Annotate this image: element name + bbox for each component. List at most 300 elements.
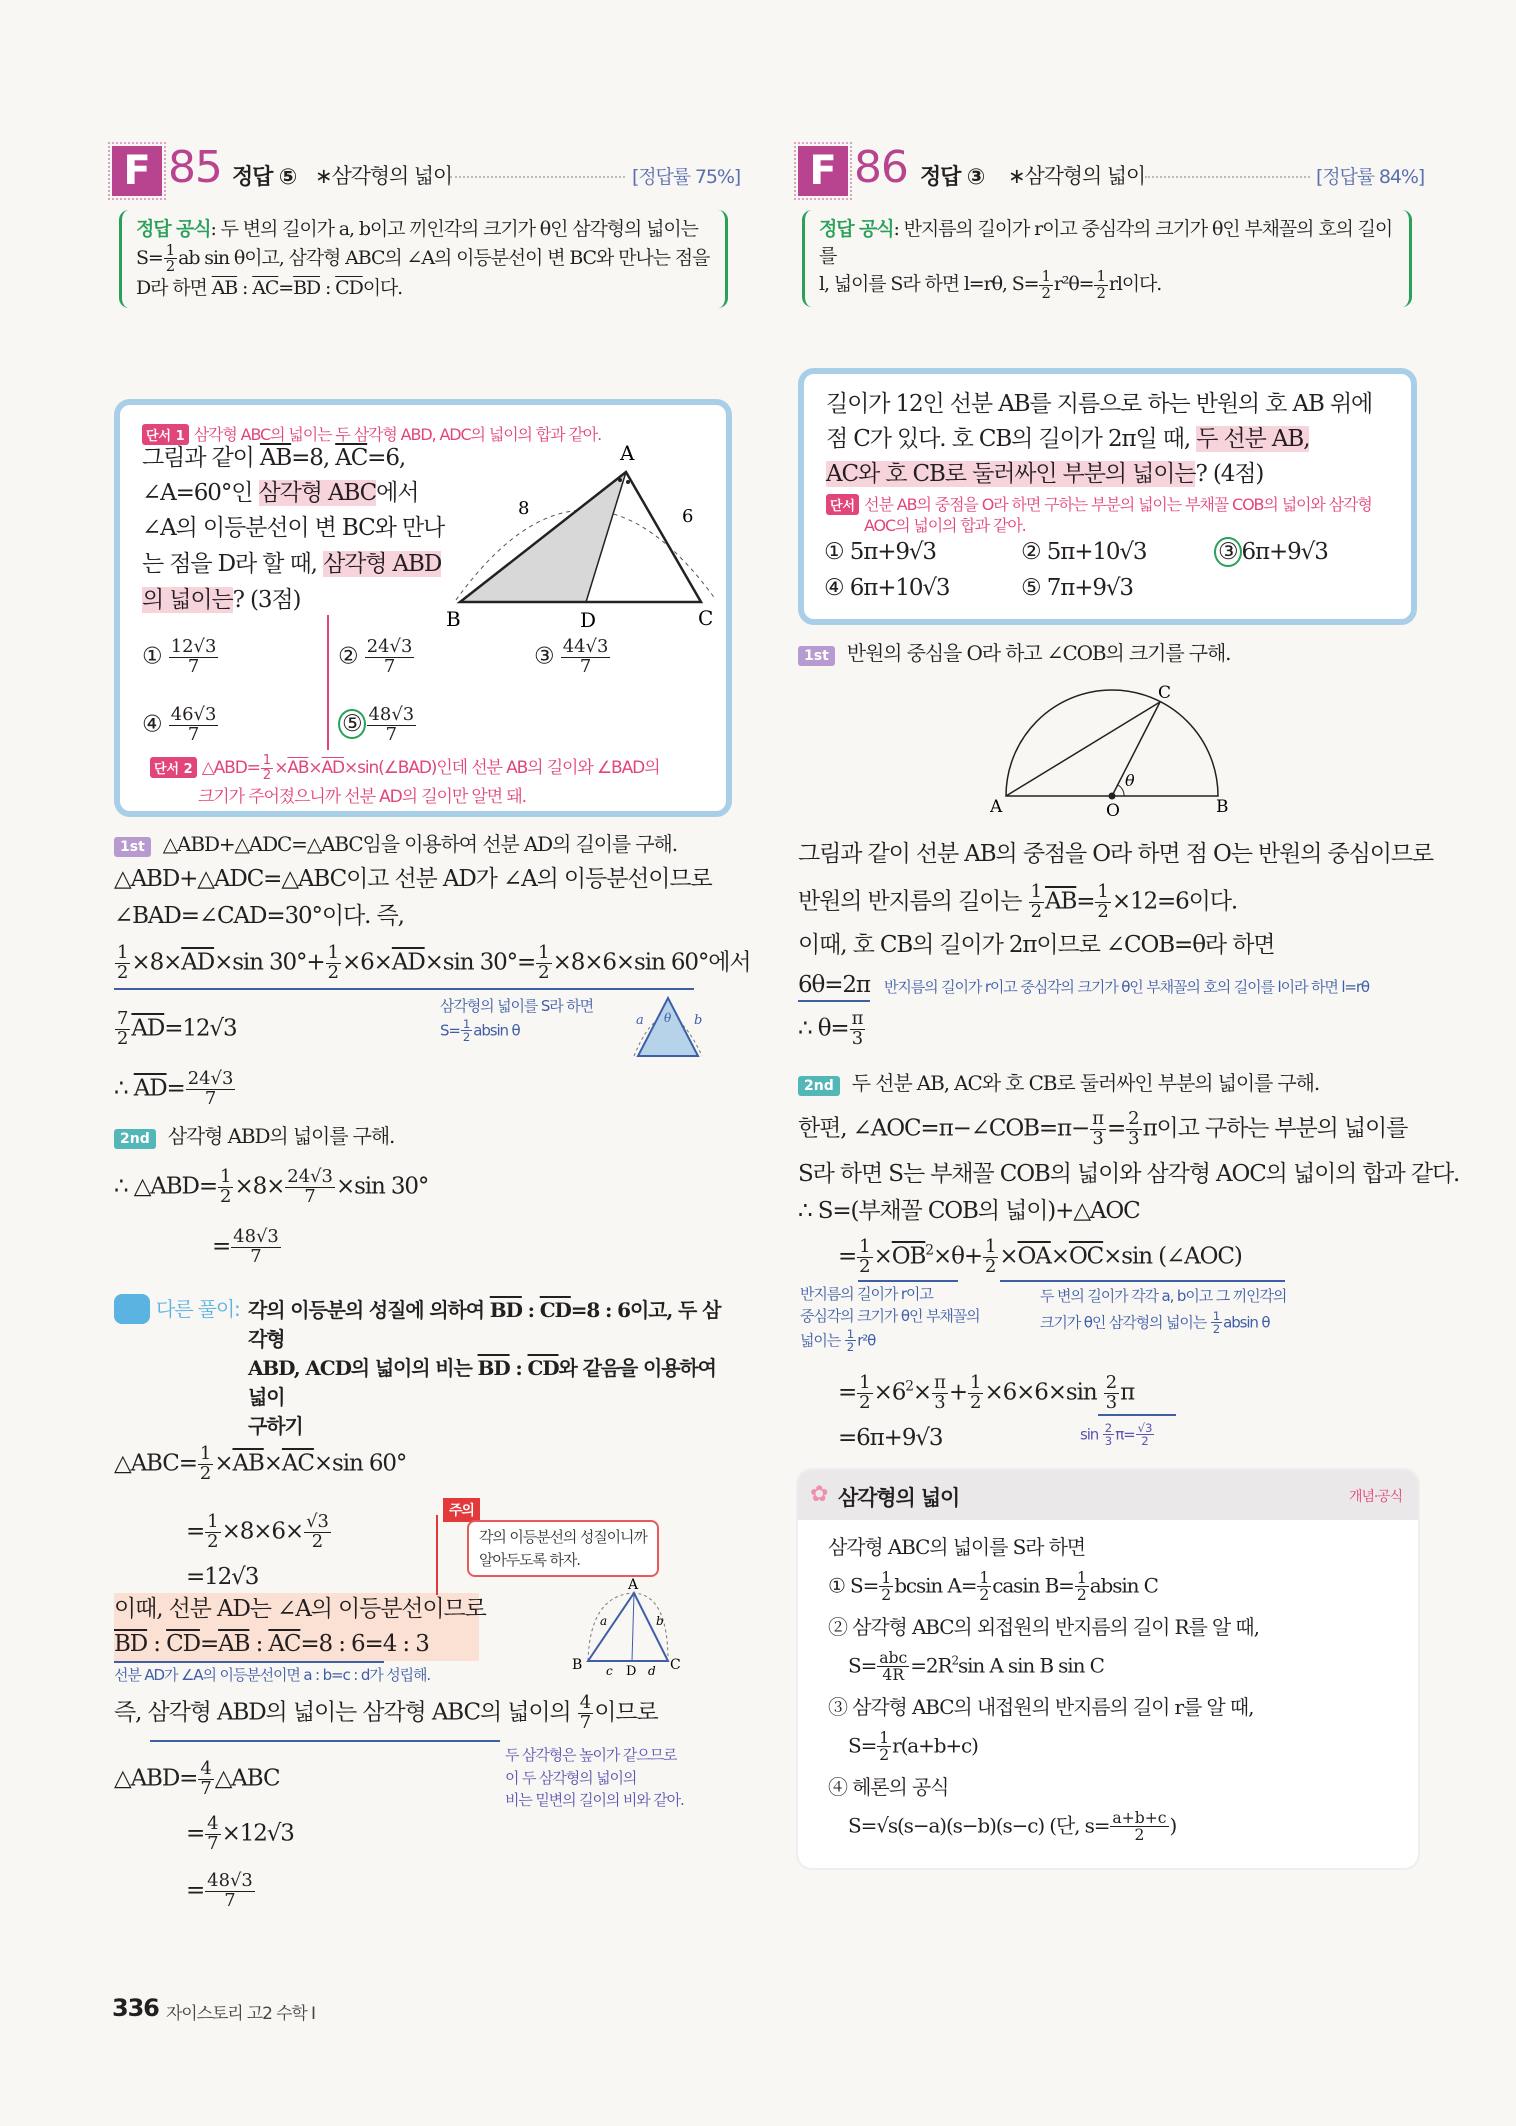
text-run: ×θ+: [932, 1243, 982, 1270]
solution-line: [212, 1228, 282, 1267]
choice-4[interactable]: [824, 576, 949, 601]
text-run: =: [838, 1243, 857, 1270]
denominator: 3: [1092, 1127, 1104, 1149]
step-1-heading: [114, 833, 677, 857]
text-run: ×: [873, 1243, 892, 1270]
page-number: 336: [112, 1994, 159, 2022]
text-run: ×: [999, 1243, 1018, 1270]
fraction: [115, 944, 130, 983]
fraction: [218, 1168, 233, 1207]
clue: [826, 494, 1372, 537]
step-text: 두 선분 AB, AC와 호 CB로 둘러싸인 부분의 넓이를 구해.: [851, 1071, 1320, 1095]
step-2-heading: [798, 1072, 1319, 1096]
numerator: 1: [879, 1729, 890, 1747]
bisector-triangle-diagram: [570, 1575, 690, 1675]
text-run: 넓이는: [800, 1330, 844, 1349]
text-run: : 두 변의 길이가 a, b이고 끼인각의 크기가 θ인 삼각형의 넓이는: [210, 218, 698, 240]
answer-formula-box: [119, 210, 728, 308]
text-run: ×: [263, 1450, 282, 1477]
denominator: 2: [1030, 900, 1042, 922]
numerator: 1: [979, 1569, 990, 1587]
clue-tag: 단서 2: [150, 757, 197, 778]
fraction: [1075, 1570, 1089, 1604]
text-run: :: [147, 1631, 167, 1657]
overlined-segment: $\overline{OC}$: [1068, 1243, 1104, 1270]
denominator: 7: [224, 1889, 236, 1911]
numerator: 44√3: [562, 636, 609, 657]
text-run: absin C: [1089, 1573, 1158, 1598]
fraction: [205, 1815, 220, 1854]
text-run: ×sin 30°=: [424, 949, 536, 976]
clue-tag: 단서 1: [142, 424, 189, 445]
numerator: 2: [1104, 1421, 1113, 1435]
text-run: ×sin(∠BAD)인데 선분 AB의 길이와 ∠BAD의: [344, 758, 660, 778]
choice-3-correct[interactable]: [1214, 540, 1328, 565]
text-run: ② 5π+10√3: [1021, 539, 1147, 565]
choice-1[interactable]: [142, 638, 219, 677]
fraction: [932, 1374, 948, 1413]
text-run: 길이가 12인 선분 AB를 지름으로 하는 반원의 호 AB 위에: [826, 391, 1373, 417]
math-text: [800, 1328, 979, 1354]
highlighted-text: 삼각형 ABC: [258, 480, 377, 506]
math-text: [248, 1412, 736, 1441]
overlined-segment: $\overline{AD}$: [181, 949, 215, 976]
text-run: ④ 6π+10√3: [824, 575, 950, 601]
text-run: ABD, ACD의 넓이의 비는: [248, 1356, 478, 1380]
text-run: absin θ: [473, 1020, 520, 1039]
text-run: r²θ=: [1053, 273, 1094, 296]
clue-tag: 단서: [826, 494, 859, 515]
solution-line: [838, 1374, 1134, 1413]
correct-answer-circle: ③: [1214, 537, 1242, 567]
numerator: 1: [327, 942, 339, 963]
fraction: [115, 1010, 130, 1049]
numerator: π: [934, 1372, 946, 1393]
denominator: 2: [262, 767, 272, 783]
text-run: rl이다.: [1108, 273, 1162, 296]
overlined-segment: $\overline{AD}$: [391, 949, 425, 976]
text-run: 즉, 삼각형 ABD의 넓이는 삼각형 ABC의 넓이의: [114, 1699, 577, 1726]
overlined-segment: $\overline{BD}$: [114, 1631, 148, 1657]
text-run: =: [838, 1379, 857, 1406]
concept-line: [848, 1650, 1104, 1684]
concept-line: [828, 1696, 1253, 1718]
fraction: [326, 944, 341, 983]
text-run: ④ 헤론의 공식: [828, 1775, 949, 1799]
text-run: 각의 이등분의 성질에 의하여: [248, 1298, 490, 1322]
text-run: ∴ S=(부채꼴 COB의 넓이)+△AOC: [798, 1198, 1140, 1224]
solution-line: [838, 1426, 942, 1451]
text-run: ×: [1050, 1243, 1069, 1270]
math-text: [1040, 1284, 1286, 1310]
text-run: ×sin 30°: [335, 1173, 429, 1200]
denominator: 2: [1097, 900, 1109, 922]
fraction: [1039, 269, 1052, 301]
overlined-segment: $\overline{CD}$: [539, 1298, 571, 1322]
svg-text:c: c: [606, 1664, 612, 1675]
numerator: 1: [199, 1443, 212, 1464]
highlighted-text: AC와 호 CB로 둘러싸인 부분의 넓이는: [826, 461, 1196, 487]
text-run: 는 점을 D라 할 때,: [142, 551, 324, 577]
numerator: 2: [1105, 1372, 1118, 1393]
concept-line: [828, 1776, 948, 1798]
denominator: 3: [851, 1027, 864, 1049]
choice-2[interactable]: [1021, 540, 1146, 565]
solution-line: [798, 933, 1274, 958]
text-run: ×6: [873, 1379, 906, 1406]
triangle-area-note: [1040, 1284, 1286, 1335]
fraction: [1095, 883, 1110, 922]
solution-line: [114, 867, 712, 892]
concept-line: [848, 1730, 978, 1764]
step-badge: 1st: [798, 646, 835, 666]
denominator: 7: [250, 1245, 262, 1267]
fraction: [304, 1513, 331, 1552]
superscript: 2: [905, 1378, 913, 1395]
solution-line: [114, 1445, 406, 1484]
solution-line: [798, 1110, 1407, 1149]
choice-4[interactable]: [142, 706, 219, 745]
text-run: ②: [338, 643, 364, 670]
math-text: [198, 782, 659, 807]
numerator: 2: [1128, 1108, 1140, 1129]
denominator: 7: [304, 1185, 316, 1207]
overlined-segment: $\overline{BD}$: [293, 276, 321, 299]
numerator: π: [851, 1008, 864, 1029]
step-badge: 2nd: [114, 1129, 156, 1149]
fraction: [857, 1374, 872, 1413]
problem-line: [826, 427, 1309, 452]
text-run: sin A sin B sin C: [957, 1653, 1104, 1678]
concept-line: [828, 1536, 1085, 1558]
text-run: =6,: [367, 445, 406, 471]
text-run: ×6×: [342, 949, 392, 976]
sin-value-note: [1080, 1422, 1155, 1448]
text-run: =: [1106, 1115, 1126, 1142]
text-run: 반원의 반지름의 길이는: [798, 888, 1028, 915]
dotted-divider: [1145, 176, 1310, 178]
denominator: 2: [1212, 1321, 1221, 1336]
text-run: 점 C가 있다. 호 CB의 길이가 2π일 때,: [826, 426, 1197, 452]
problem-line: [142, 446, 405, 471]
concept-header: [798, 1470, 1418, 1520]
dotted-divider: [450, 176, 625, 178]
text-run: D라 하면: [136, 276, 212, 299]
denominator: 7: [187, 655, 200, 677]
clue-text: 선분 AB의 중점을 O라 하면 구하는 부분의 넓이는 부채꼴 COB의 넓이와 삼각형: [864, 495, 1372, 514]
overlined-segment: $\overline{BD}$: [489, 1298, 522, 1322]
overlined-segment: $\overline{AB}$: [259, 445, 292, 471]
math-text: [440, 995, 593, 1018]
numerator: 1: [262, 752, 272, 768]
numerator: 1: [117, 942, 129, 963]
text-run: =: [199, 1631, 219, 1657]
fraction: [261, 754, 273, 783]
numerator: 1: [859, 1372, 871, 1393]
overlined-segment: $\overline{AB}$: [211, 276, 238, 299]
overlined-segment: $\overline{AB}$: [1044, 888, 1077, 915]
denominator: 2: [538, 961, 550, 983]
text-run: 중심각의 크기가 θ인 부채꼴의: [800, 1306, 980, 1325]
fraction: [536, 944, 551, 983]
overlined-segment: $\overline{AB}$: [218, 1631, 250, 1657]
clue-text: 삼각형 ABC의 넓이는 두 삼각형 ABD, ADC의 넓이의 합과 같아.: [193, 425, 602, 444]
formula-label: 정답 공식: [136, 218, 211, 240]
overlined-segment: $\overline{CD}$: [166, 1631, 200, 1657]
math-text: [136, 243, 711, 275]
denominator: 2: [859, 1391, 871, 1413]
bisector-note: 선분 AD가 ∠A의 이등분선이면 a : b=c : d가 성립해.: [114, 1666, 431, 1684]
numerator: 24√3: [287, 1166, 333, 1187]
text-run: 6θ=2π: [798, 972, 870, 998]
fraction: [198, 1445, 213, 1484]
denominator: 2: [846, 1339, 855, 1354]
text-run: ×: [308, 758, 322, 778]
text-run: absin θ: [1223, 1312, 1270, 1331]
fraction: [198, 1760, 213, 1799]
solution-line: [798, 842, 1433, 867]
text-run: ? (3점): [232, 587, 301, 613]
denominator: 7: [383, 655, 396, 677]
solution-line: [798, 973, 870, 998]
text-run: ③ 삼각형 ABC의 내접원의 반지름의 길이 r를 알 때,: [828, 1695, 1254, 1719]
book-title: 자이스토리 고2 수학 I: [166, 2004, 315, 2024]
text-run: ③: [534, 643, 560, 670]
section-letter-badge: F: [112, 146, 162, 196]
clue-text: AOC의 넓이의 합과 같아.: [864, 515, 1026, 535]
denominator: 3: [1128, 1127, 1140, 1149]
numerator: 1: [1097, 881, 1109, 902]
numerator: 1: [881, 1569, 892, 1587]
text-run: =2R: [910, 1653, 952, 1678]
choice-5[interactable]: [1021, 576, 1133, 601]
solution-line: [798, 1162, 1459, 1187]
svg-text:B: B: [1216, 797, 1228, 817]
numerator: 12√3: [170, 636, 217, 657]
text-run: ∠BAD=∠CAD=30°이다. 즉,: [114, 903, 404, 929]
solution-line: [186, 1513, 332, 1552]
math-text: [800, 1306, 979, 1328]
choice-2[interactable]: [338, 638, 415, 677]
svg-text:D: D: [626, 1664, 636, 1675]
label-ac-length: 6: [682, 506, 693, 527]
text-run: 한편, ∠AOC=π−∠COB=π−: [798, 1115, 1090, 1142]
solution-line: [798, 1010, 866, 1049]
numerator: 1: [1212, 1308, 1221, 1323]
fraction: [1090, 1110, 1106, 1149]
solution-line: [114, 1070, 236, 1109]
svg-text:B: B: [572, 1657, 582, 1673]
overlined-segment: $\overline{AC}$: [252, 276, 279, 299]
fraction: [1094, 269, 1107, 301]
text-run: 그림과 같이 선분 AB의 중점을 O라 하면 점 O는 반원의 중심이므로: [798, 841, 1434, 867]
denominator: 3: [1104, 1434, 1113, 1449]
problem-line: [142, 481, 418, 506]
numerator: 48√3: [233, 1226, 279, 1247]
overlined-segment: $\overline{AD}$: [131, 1015, 165, 1042]
numerator: 1: [165, 241, 176, 259]
solution-line: [838, 1238, 1242, 1277]
numerator: 4: [207, 1813, 219, 1834]
text-run: S라 하면 S는 부채꼴 COB의 넓이와 삼각형 AOC의 넓이의 합과 같다.: [798, 1161, 1460, 1187]
numerator: 1: [462, 1016, 471, 1031]
text-run: ): [1169, 1813, 1177, 1838]
solution-line: [114, 1010, 236, 1049]
topic-label: ∗삼각형의 넓이: [315, 164, 453, 188]
denominator: 2: [1076, 1586, 1087, 1605]
text-run: ⑤ 7π+9√3: [1021, 575, 1133, 601]
solution-line: [186, 1565, 258, 1590]
math-text: [248, 1354, 736, 1412]
denominator: 2: [1041, 284, 1051, 302]
correct-rate: [정답률 84%]: [1316, 166, 1425, 188]
semicircle: [1006, 690, 1218, 796]
solution-line: [114, 1760, 279, 1799]
semicircle-diagram: [990, 680, 1230, 820]
denominator: 2: [859, 1255, 871, 1277]
text-run: =: [186, 1877, 205, 1904]
fraction: [205, 1872, 255, 1911]
underline: [114, 1661, 384, 1663]
step-badge: 2nd: [798, 1076, 840, 1096]
concept-line: [848, 1810, 1176, 1844]
overlined-segment: $\overline{AD}$: [133, 1075, 167, 1102]
text-run: =8 : 6이고, 두 삼각형: [248, 1298, 721, 1351]
fraction: [1126, 1110, 1141, 1149]
topic-label: ∗삼각형의 넓이: [1008, 164, 1146, 188]
text-run: casin B=: [992, 1573, 1074, 1598]
numerator: 1: [970, 1372, 982, 1393]
denominator: 2: [1141, 1434, 1149, 1449]
numerator: 4: [200, 1758, 212, 1779]
svg-text:C: C: [1158, 683, 1170, 703]
text-run: ∠A의 이등분선이 변 BC와 만나: [142, 515, 445, 541]
solution-line: [114, 944, 750, 983]
text-run: r²θ: [857, 1330, 876, 1349]
text-run: 그림과 같이: [142, 445, 260, 471]
text-run: S=: [440, 1020, 460, 1039]
text-run: 6π+9√3: [1241, 539, 1328, 565]
text-run: sin: [1080, 1425, 1102, 1444]
denominator: 2: [1096, 284, 1106, 302]
fraction: [367, 706, 417, 745]
denominator: 2: [165, 258, 176, 276]
fraction: [877, 1730, 891, 1764]
overlined-segment: $\overline{AC}$: [335, 445, 368, 471]
underline: [114, 988, 694, 990]
fraction: [231, 1228, 281, 1267]
text-run: 이다.: [362, 276, 403, 299]
solution-line: [186, 1815, 294, 1854]
label-b: B: [446, 607, 460, 630]
denominator: 2: [879, 1746, 890, 1765]
text-run: =8 : 6=4 : 3: [300, 1631, 429, 1657]
concept-title: 삼각형의 넓이: [838, 1486, 960, 1510]
fraction: [365, 638, 415, 677]
text-run: ∴ θ=: [798, 1015, 849, 1042]
fraction: [1029, 883, 1044, 922]
denominator: 2: [220, 1185, 232, 1207]
arc-length-note: 반지름의 길이가 r이고 중심각의 크기가 θ인 부채꼴의 호의 길이를 l이라 하면 l=rθ: [884, 978, 1369, 996]
math-text: [210, 218, 697, 240]
underline: [150, 1740, 500, 1742]
overlined-segment: $\overline{AB}$: [232, 1450, 264, 1477]
answer-formula-box: [802, 210, 1412, 307]
choice-3[interactable]: [534, 638, 611, 677]
text-run: 와 같음을 이용하여 넓이: [248, 1356, 716, 1409]
math-text: [201, 752, 660, 783]
alt-solution-icon: [114, 1294, 150, 1324]
highlighted-text: 삼각형 ABD: [323, 551, 442, 577]
text-run: S=: [136, 246, 163, 269]
math-text: [136, 275, 711, 302]
math-text: [800, 1284, 979, 1306]
text-run: 이므로: [594, 1699, 658, 1726]
math-text: [819, 269, 1395, 301]
denominator: 2: [117, 961, 129, 983]
denominator: 7: [200, 1777, 212, 1799]
concept-line: [828, 1570, 1158, 1604]
underline: [798, 1000, 870, 1002]
text-run: ×6×6×sin: [984, 1379, 1103, 1406]
text-run: ① 5π+9√3: [824, 539, 936, 565]
fraction: [1211, 1310, 1222, 1336]
underline: [1000, 1280, 1285, 1282]
overlined-segment: $\overline{AC}$: [281, 1450, 314, 1477]
flower-icon: ✿: [810, 1482, 828, 1507]
denominator: 3: [934, 1391, 946, 1413]
math-text: [1040, 1310, 1286, 1336]
choice-1[interactable]: [824, 540, 936, 565]
step-1-heading: [798, 642, 1230, 666]
text-run: ∠A=60°인: [142, 480, 259, 506]
numerator: 1: [846, 1326, 855, 1341]
text-run: △ABD=: [114, 1765, 198, 1792]
solution-line: [114, 1168, 428, 1207]
text-run: ab sin θ이고, 삼각형 ABC의 ∠A의 이등분선이 변 BC와 만나는 점을: [178, 246, 710, 269]
svg-text:O: O: [1106, 801, 1119, 820]
svg-text:a: a: [600, 1614, 607, 1628]
text-run: ×12√3: [221, 1820, 294, 1847]
text-run: ∴: [114, 1075, 134, 1102]
overlined-segment: $\overline{OA}$: [1017, 1243, 1051, 1270]
solution-line: [114, 904, 404, 929]
text-run: ×: [274, 758, 288, 778]
label-c: C: [698, 606, 713, 630]
numerator: 24√3: [187, 1068, 234, 1089]
denominator: 3: [1105, 1391, 1118, 1413]
small-triangle-icon: [630, 992, 706, 1060]
text-run: :: [521, 1298, 540, 1322]
choice-5-correct[interactable]: [338, 706, 417, 745]
text-run: ×8×6×: [221, 1518, 304, 1545]
step-2-heading: [114, 1125, 394, 1149]
text-run: r(a+b+c): [892, 1733, 978, 1758]
alt-solution-label: 다른 풀이:: [156, 1297, 240, 1321]
text-run: =8,: [291, 445, 336, 471]
fraction: [1103, 1422, 1114, 1448]
text-run: ×12=6이다.: [1111, 888, 1238, 915]
numerator: 24√3: [366, 636, 413, 657]
numerator: 48√3: [368, 704, 415, 725]
solution-line: [114, 1694, 658, 1733]
text-run: 크기가 주어졌으니까 선분 AD의 길이만 알면 돼.: [198, 787, 526, 808]
superscript: 2: [925, 1242, 933, 1259]
caution-callout: 각의 이등분선의 성질이니까 알아두도록 하자.: [467, 1520, 659, 1577]
question-number: 85: [168, 142, 222, 193]
correct-answer-circle: ⑤: [338, 709, 366, 739]
fraction: [983, 1238, 998, 1277]
